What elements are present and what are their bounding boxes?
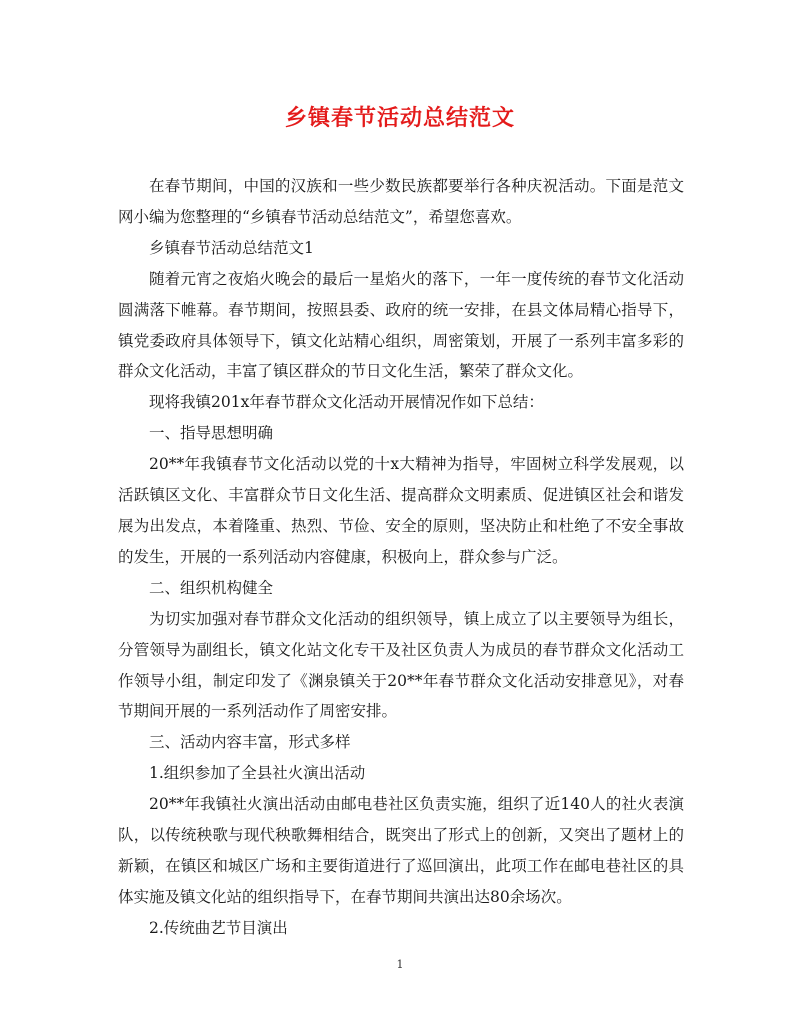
subsection-heading-2: 2.传统曲艺节目演出 — [149, 918, 288, 937]
document-title: 乡镇春节活动总结范文 — [284, 105, 515, 131]
section-heading-3: 三、活动内容丰富，形式多样 — [149, 733, 351, 752]
paragraph-summary-lead: 现将我镇201x年春节群众文化活动开展情况作如下总结： — [149, 393, 544, 412]
paragraph-shehuo: 20**年我镇社火演出活动由邮电巷社区负责实施，组织了近140人的社火表演队，以传统秧歌与现代秧歌舞相结合，既突出了形式上的创新，又突出了题材上的新颖，在镇区和城区广场和主要街道进行了巡回演出，此项工作在邮电巷社区的具体实施及镇文化站的组织指导下，在春节期间共演出达80余场次。 — [118, 795, 684, 906]
subsection-heading-1: 1.组织参加了全县社火演出活动 — [149, 764, 366, 783]
paragraph-organization: 为切实加强对春节群众文化活动的组织领导，镇上成立了以主要领导为组长，分管领导为副组长，镇文化站文化专干及社区负责人为成员的春节群众文化活动工作领导小组，制定印发了《渊泉镇关于20**年春节群众文化活动安排意见》，对春节期间开展的一系列活动作了周密安排。 — [118, 609, 684, 721]
section-heading-2: 二、组织机构健全 — [149, 578, 274, 597]
section-heading-1: 一、指导思想明确 — [149, 424, 274, 443]
paragraph-subtitle: 乡镇春节活动总结范文1 — [149, 238, 314, 257]
document-body — [118, 171, 684, 944]
paragraph-guiding-thought: 20**年我镇春节文化活动以党的十x大精神为指导，牢固树立科学发展观，以活跃镇区文化、丰富群众节日文化生活、提高群众文明素质、促进镇区社会和谐发展为出发点，本着隆重、热烈、节俭、安全的原则，坚决防止和杜绝了不安全事故的发生，开展的一系列活动内容健康，积极向上，群众参与广泛。 — [118, 455, 684, 566]
paragraph-intro: 在春节期间，中国的汉族和一些少数民族都要举行各种庆祝活动。下面是范文网小编为您整理的“乡镇春节活动总结范文”，希望您喜欢。 — [118, 177, 684, 226]
paragraph-overview: 随着元宵之夜焰火晚会的最后一星焰火的落下，一年一度传统的春节文化活动圆满落下帷幕。春节期间，按照县委、政府的统一安排，在县文体局精心指导下，镇党委政府具体领导下，镇文化站精心组织，周密策划，开展了一系列丰富多彩的群众文化活动，丰富了镇区群众的节日文化生活，繁荣了群众文化。 — [118, 269, 684, 381]
page-number: 1 — [396, 958, 404, 971]
